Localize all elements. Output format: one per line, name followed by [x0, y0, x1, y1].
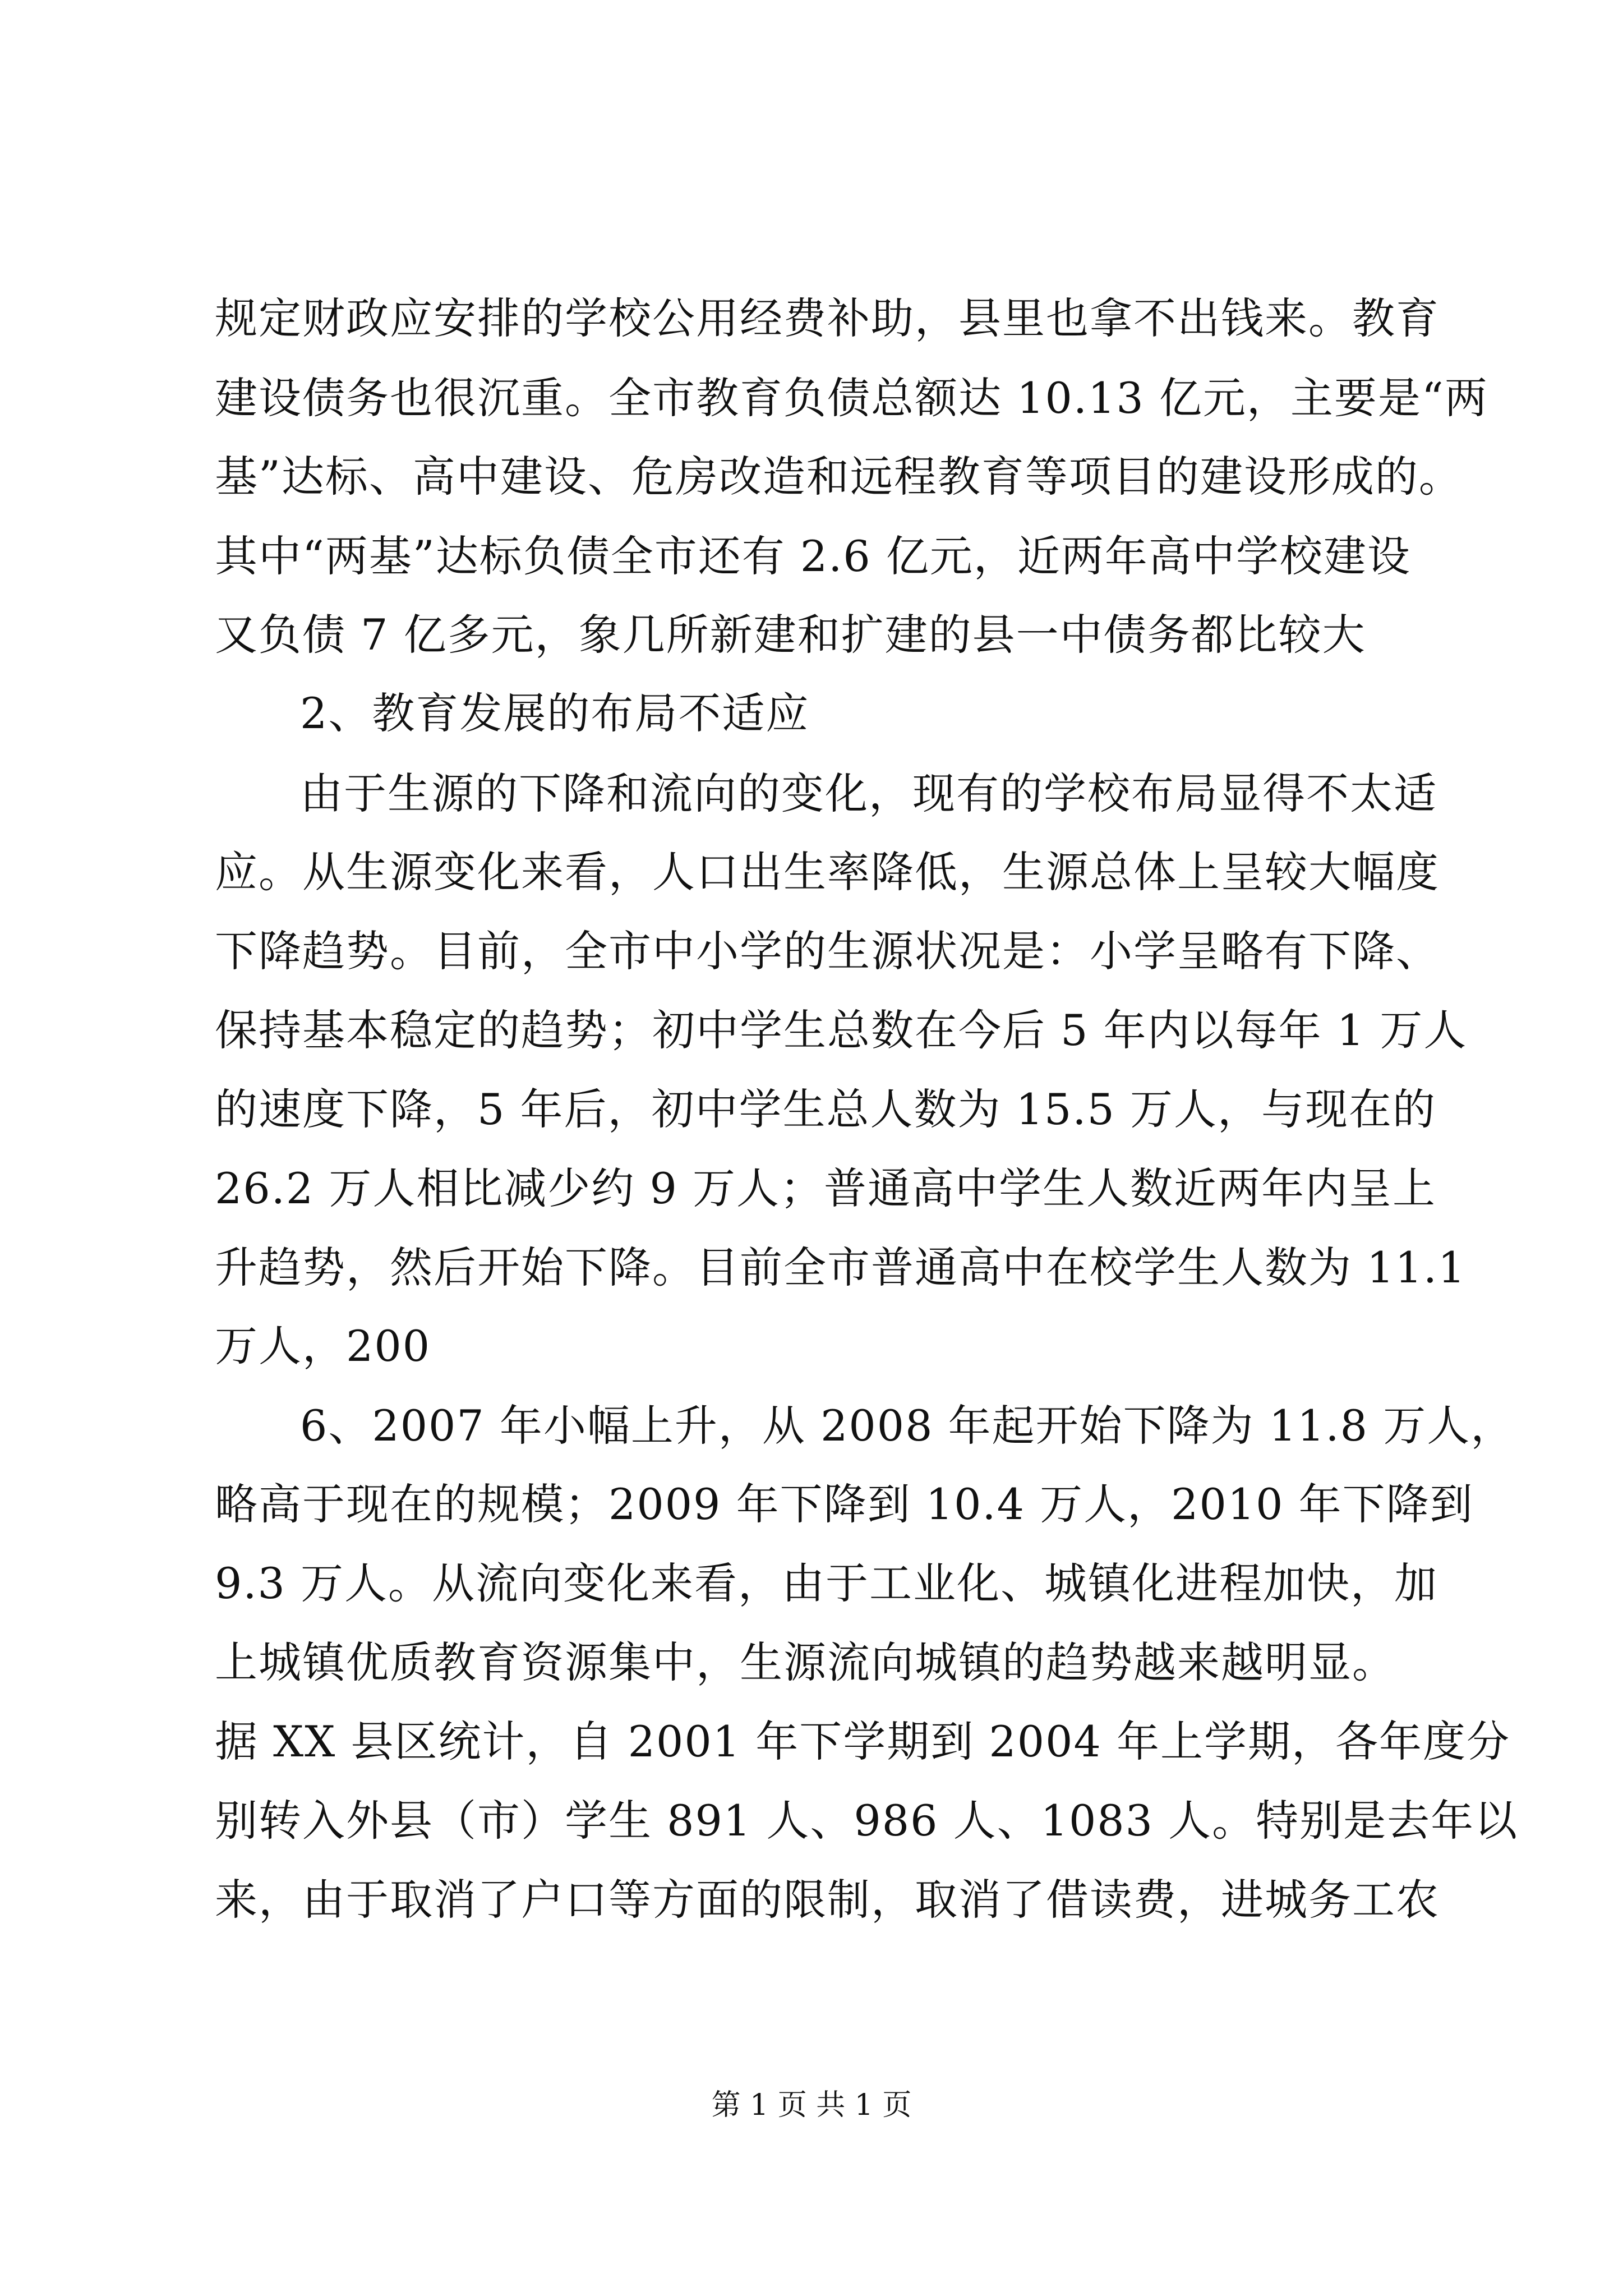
- text-line: 据 XX 县区统计，自 2001 年下学期到 2004 年上学期，各年度分: [215, 1717, 1510, 1766]
- text-line: 6、2007 年小幅上升，从 2008 年起开始下降为 11.8 万人，: [300, 1401, 1515, 1451]
- text-line: 9.3 万人。从流向变化来看，由于工业化、城镇化进程加快，加: [215, 1558, 1438, 1608]
- section-heading: 2、教育发展的布局不适应: [300, 688, 810, 738]
- text-line: 保持基本稳定的趋势；初中学生总数在今后 5 年内以每年 1 万人: [215, 1005, 1468, 1055]
- text-line: 26.2 万人相比减少约 9 万人；普通高中学生人数近两年内呈上: [215, 1163, 1437, 1213]
- text-line: 由于生源的下降和流向的变化，现有的学校布局显得不太适: [300, 769, 1437, 818]
- text-line: 别转入外县（市）学生 891 人、986 人、1083 人。特别是去年以: [215, 1796, 1519, 1846]
- text-line: 又负债 7 亿多元，象几所新建和扩建的县一中债务都比较大: [215, 610, 1366, 660]
- text-line: 略高于现在的规模；2009 年下降到 10.4 万人，2010 年下降到: [215, 1479, 1474, 1529]
- text-line: 其中“两基”达标负债全市还有 2.6 亿元，近两年高中学校建设: [215, 531, 1411, 581]
- text-line: 基”达标、高中建设、危房改造和远程教育等项目的建设形成的。: [215, 452, 1463, 501]
- text-line: 应。从生源变化来看，人口出生率降低，生源总体上呈较大幅度: [215, 847, 1440, 897]
- text-line: 上城镇优质教育资源集中，生源流向城镇的趋势越来越明显。: [215, 1637, 1396, 1687]
- text-line: 建设债务也很沉重。全市教育负债总额达 10.13 亿元，主要是“两: [215, 373, 1488, 423]
- text-line: 下降趋势。目前，全市中小学的生源状况是：小学呈略有下降、: [215, 926, 1440, 976]
- text-line: 万人，200: [215, 1321, 431, 1371]
- text-line: 来，由于取消了户口等方面的限制，取消了借读费，进城务工农: [215, 1875, 1440, 1925]
- text-line: 升趋势，然后开始下降。目前全市普通高中在校学生人数为 11.1: [215, 1243, 1467, 1292]
- text-line: 规定财政应安排的学校公用经费补助，县里也拿不出钱来。教育: [215, 293, 1440, 343]
- text-line: 的速度下降，5 年后，初中学生总人数为 15.5 万人，与现在的: [215, 1084, 1437, 1134]
- page-footer: 第 1 页 共 1 页: [711, 2088, 912, 2122]
